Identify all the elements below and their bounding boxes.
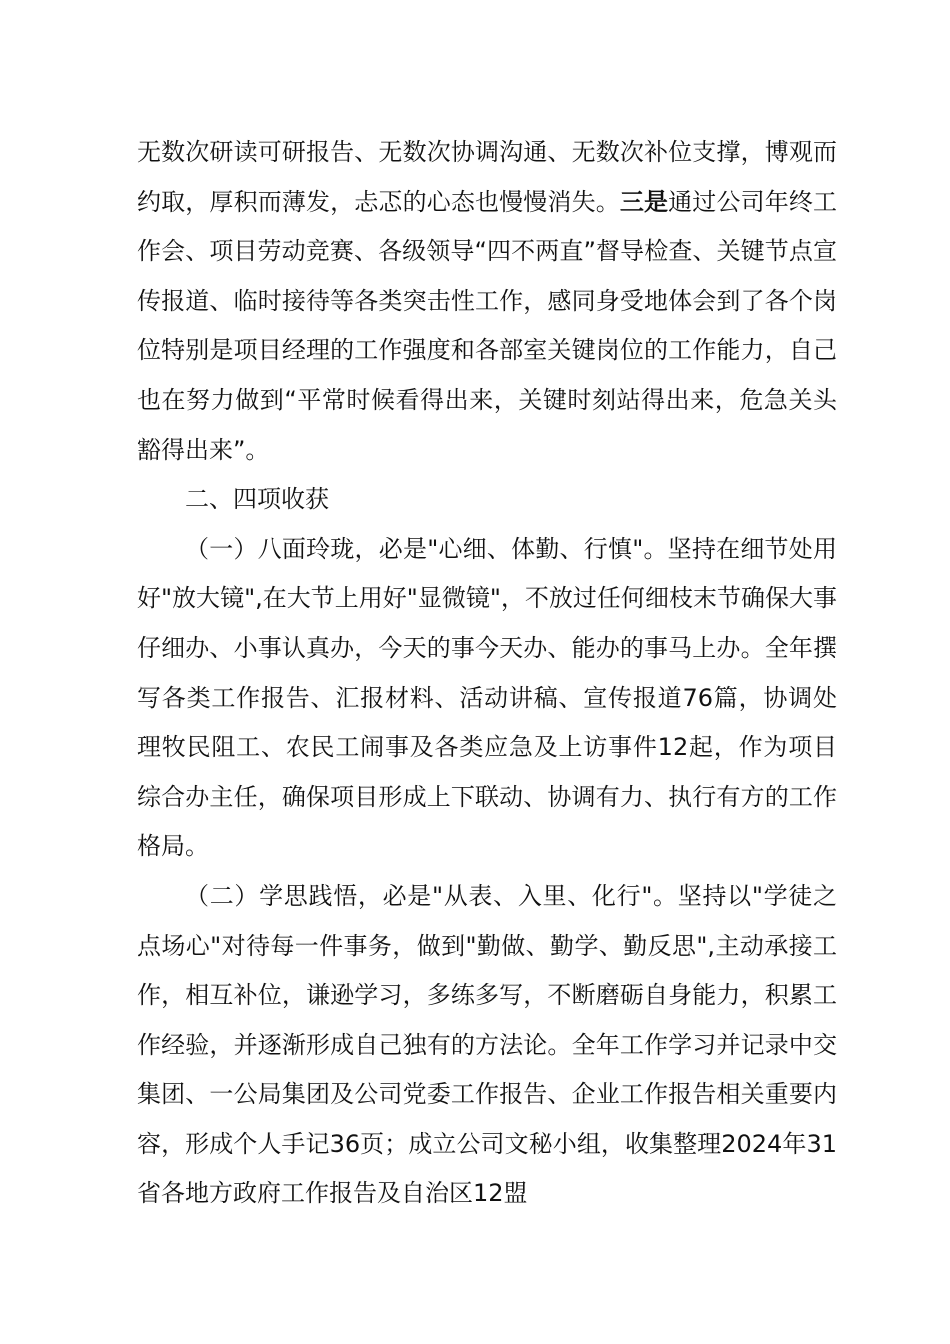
section-heading: 二、四项收获 bbox=[185, 485, 329, 514]
paragraph-item-two: （二）学思践悟，必是"从表、入里、化行"。坚持以"学徒之点场心"对待每一件事务，做到"勤做、勤学、勤反思",主动承接工作，相互补位，谦逊学习，多练多写，不断磨砺自身能力，积累工作经验，并逐渐形成自己独有的方法论。全年工作学习并记录中交集团、一公局集团及公司党委工作报告、企业工作报告相关重要内容，形成个人手记36页；成立公司文秘小组，收集整理2024年31省各地方政府工作报告及自治区12盟 bbox=[137, 881, 837, 1208]
paragraph-item-one: （一）八面玲珑，必是"心细、体勤、行慎"。坚持在细节处用好"放大镜",在大节上用好"显微镜"，不放过任何细枝末节确保大事仔细办、小事认真办，今天的事今天办、能办的事马上办。全年撰写各类工作报告、汇报材料、活动讲稿、宣传报道76篇，协调处理牧民阻工、农民工闹事及各类应急及上访事件12起，作为项目综合办主任，确保项目形成上下联动、协调有力、执行有方的工作格局。 bbox=[137, 534, 837, 861]
paragraph-text: 无数次研读可研报告、无数次协调沟通、无数次补位支撑，博观而约取，厚积而薄发，忐忑的心态也慢慢消失。 bbox=[137, 138, 837, 216]
paragraph-continuation bbox=[137, 128, 837, 475]
document-body bbox=[137, 128, 837, 1219]
paragraph-text: 通过公司年终工作会、项目劳动竞赛、各级领导“四不两直”督导检查、关键节点宣传报道、临时接待等各类突击性工作，感同身受地体会到了各个岗位特别是项目经理的工作强度和各部室关键岗位的工作能力，自己也在努力做到“平常时候看得出来，关键时刻站得出来，危急关头豁得出来”。 bbox=[137, 187, 838, 464]
bold-marker-text: 三是 bbox=[619, 187, 669, 216]
